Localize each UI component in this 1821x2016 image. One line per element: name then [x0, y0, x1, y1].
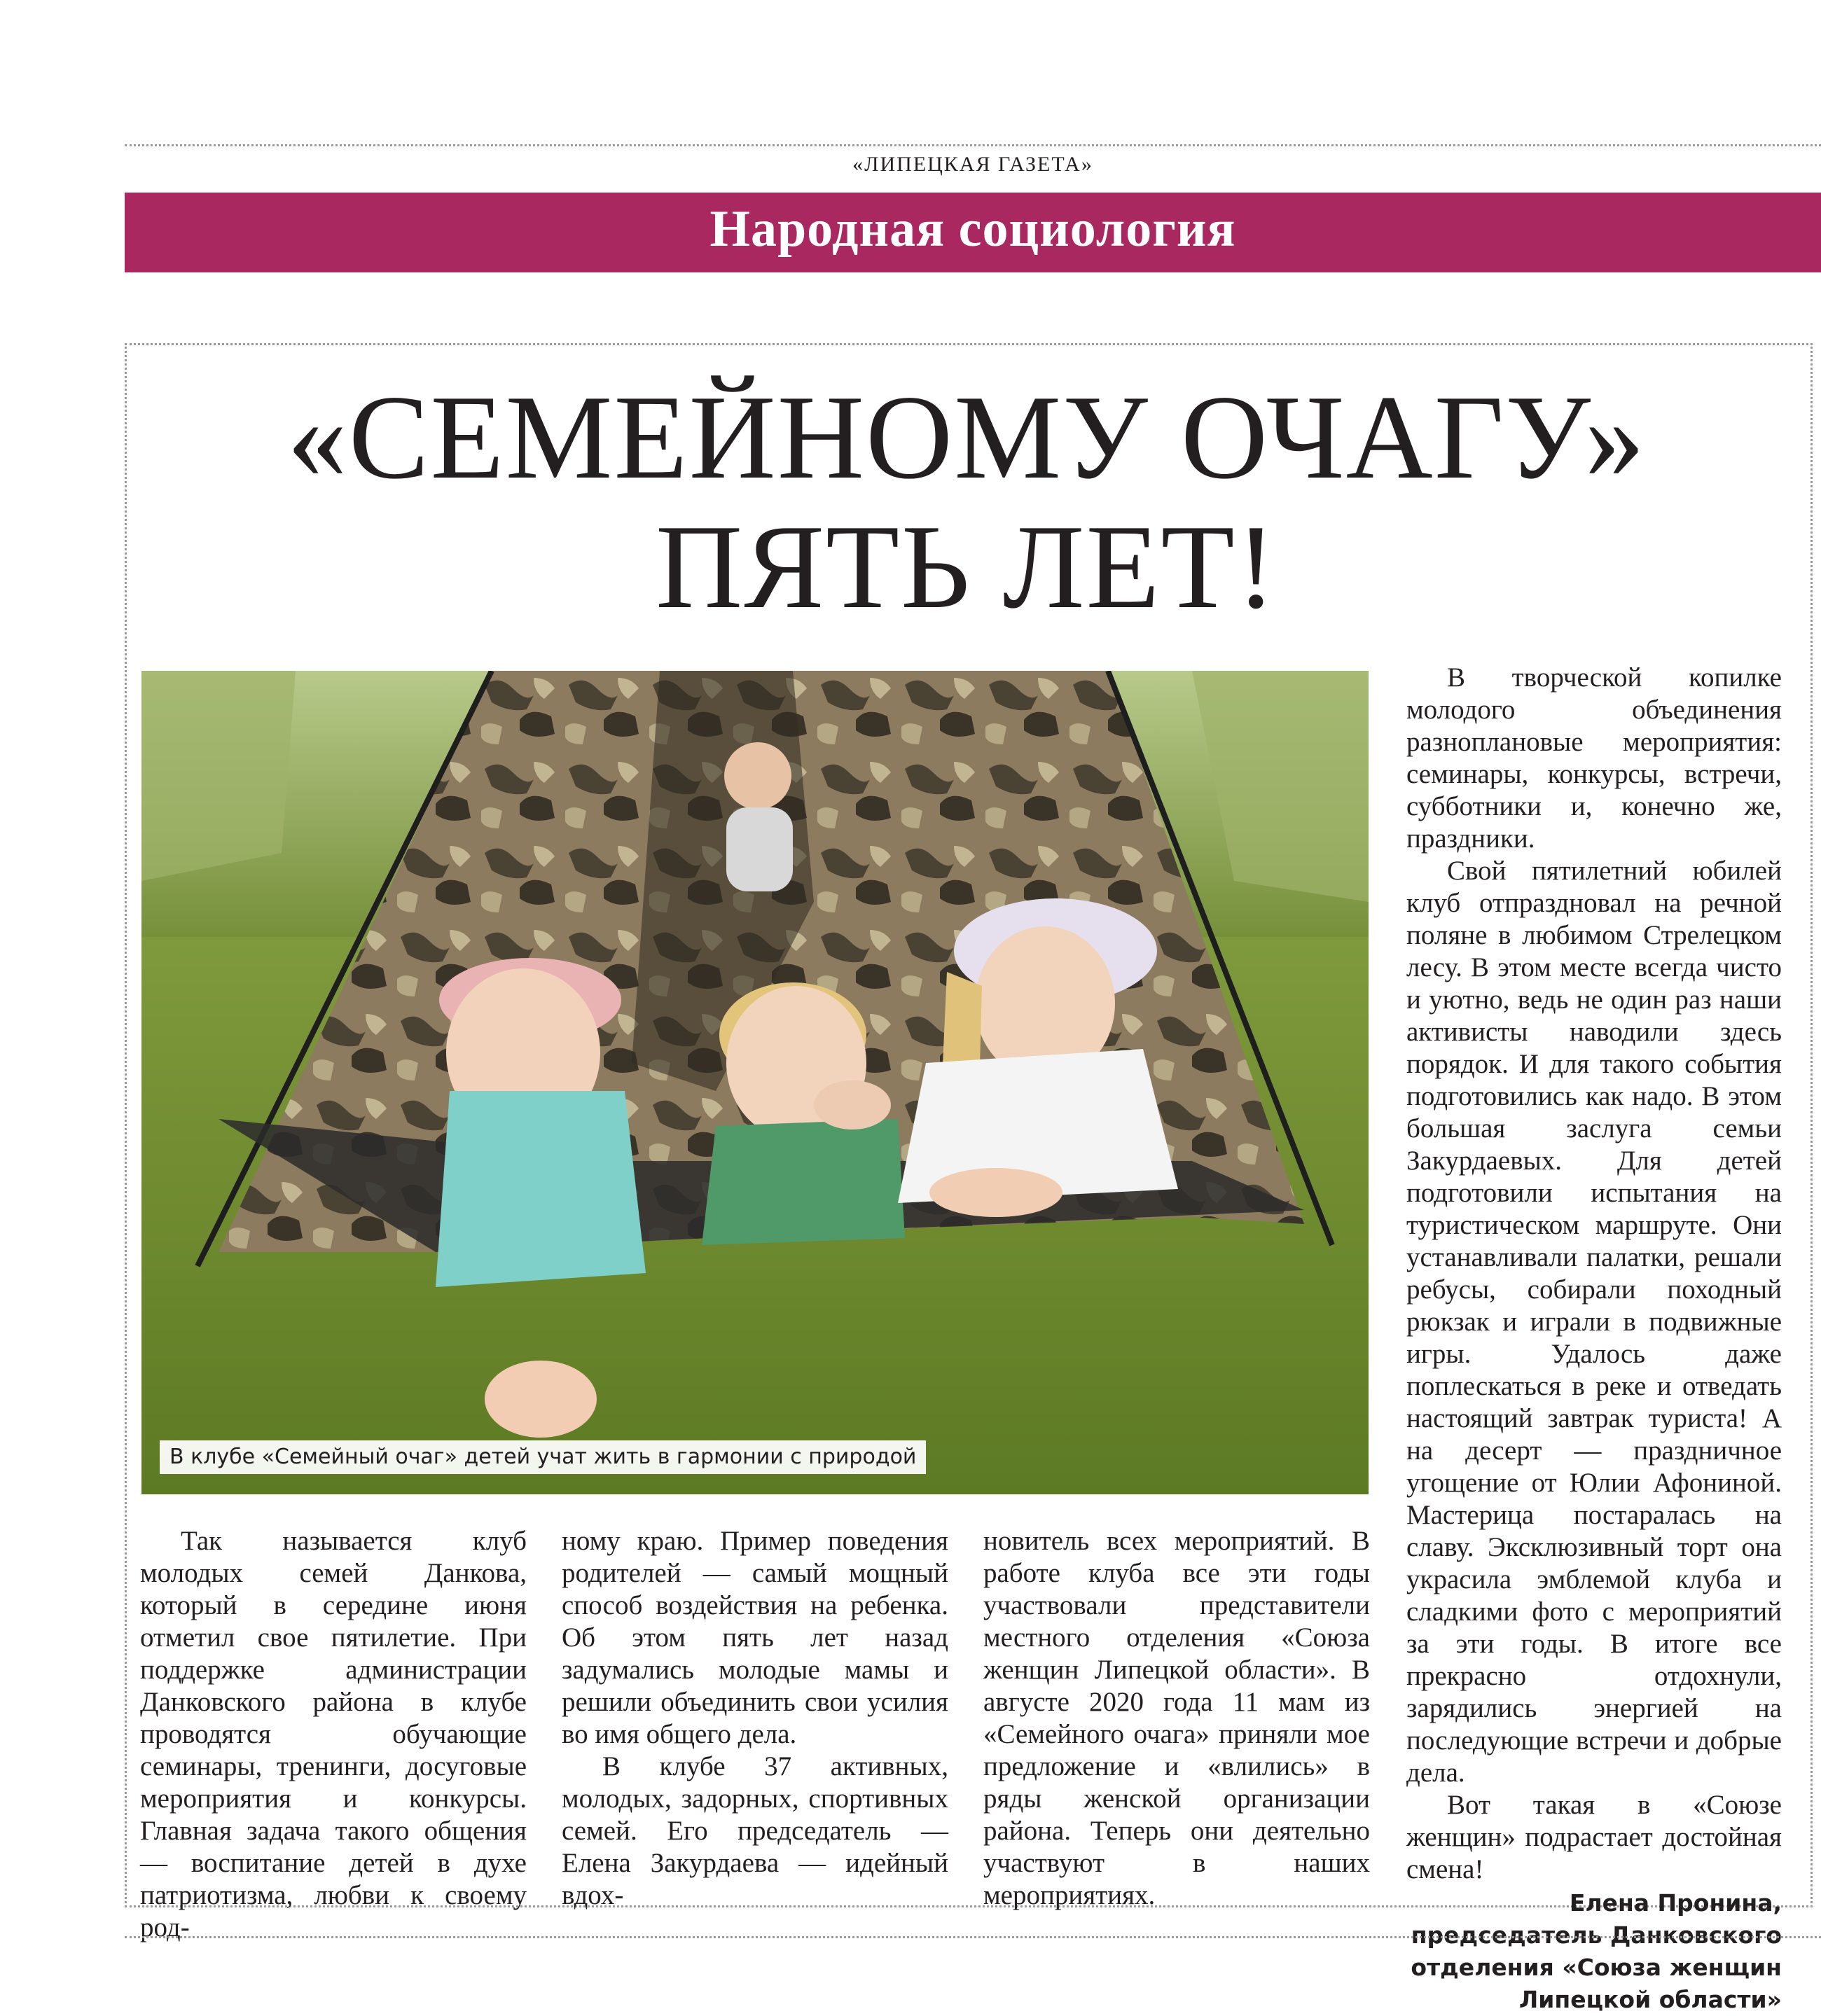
top-dotted-rule	[125, 144, 1821, 146]
rubric-banner	[125, 193, 1821, 272]
author-title-line: председатель Данковского	[1411, 1921, 1782, 1949]
paragraph: ному краю. Пример поведения родителей — самый мощный способ воздействия на ребенка. Об этом пять лет назад задумались молодые мамы и решили объединить свои усилия во имя общего дела.	[562, 1526, 948, 1749]
paragraph: Свой пятилетний юбилей клуб отпраздновал на речной поляне в любимом Стрелецком лесу. В этом месте всегда чисто и уютно, ведь не один раз наши активисты наводили здесь порядок. И для такого события подготовились как надо. В этом большая заслуга семьи Закурдаевых. Для детей подготовили испытания на туристическом маршруте. Они устанавливали палатки, решали ребусы, собирали походный рюкзак и играли в подвижные игры. Удалось даже поплескаться в реке и отведать настоящий завтрак туриста! А на десерт — праздничное угощение от Юлии Афониной. Мастерица постаралась на славу. Эксклюзивный торт она украсила эмблемой клуба и сладкими фото с мероприятий за эти годы. В итоге все прекрасно отдохнули, зарядились энергией на последующие встречи и добрые дела.	[1406, 856, 1782, 1788]
article-column-1	[140, 1525, 527, 1944]
children-in-tent-photo	[141, 671, 1369, 1494]
headline-line-1: «СЕМЕЙНОМУ ОЧАГУ»	[286, 371, 1647, 504]
headline-line-2: ПЯТЬ ЛЕТ!	[656, 501, 1278, 634]
publication-name: «ЛИПЕЦКАЯ ГАЗЕТА»	[852, 153, 1093, 176]
rubric-title: Народная социология	[709, 200, 1236, 258]
author-signature	[1406, 1887, 1782, 2016]
paragraph: Вот такая в «Союзе женщин» подрастает достойная смена!	[1406, 1790, 1782, 1884]
article-column-4	[1406, 662, 1782, 2016]
bottom-dotted-rule	[125, 1936, 1821, 1938]
author-title-line: отделения «Союза женщин	[1411, 1954, 1782, 1981]
author-name: Елена Пронина,	[1569, 1889, 1782, 1917]
article-column-2	[562, 1525, 948, 1912]
paragraph: Так называется клуб молодых семей Данкова, который в середине июня отметил свое пятилетие. При поддержке администрации Данковского района в клубе проводятся обучающие семинары, тренинги, досуговые мероприятия и конкурсы. Главная задача такого общения — воспитание детей в духе патриотизма, любви к своему род-	[140, 1526, 527, 1942]
article-column-3	[983, 1525, 1370, 1912]
author-title-line: Липецкой области»	[1518, 1986, 1782, 2013]
paragraph: новитель всех мероприятий. В работе клуба все эти годы участвовали представители местного отделения «Союза женщин Липецкой области». В августе 2020 года 11 мам из «Семейного очага» приняли мое предложение и «влились» в ряды женской организации района. Теперь они деятельно участвуют в наших мероприятиях.	[983, 1526, 1370, 1910]
article-photo	[141, 671, 1369, 1494]
paragraph: В творческой копилке молодого объединения разноплановые мероприятия: семинары, конкурсы, встречи, субботники и, конечно же, праздники.	[1406, 662, 1782, 854]
paragraph: В клубе 37 активных, молодых, задорных, спортивных семей. Его председатель — Елена Закурдаева — идейный вдох-	[562, 1751, 948, 1910]
photo-caption: В клубе «Семейный очаг» детей учат жить в гармонии с природой	[160, 1440, 926, 1474]
